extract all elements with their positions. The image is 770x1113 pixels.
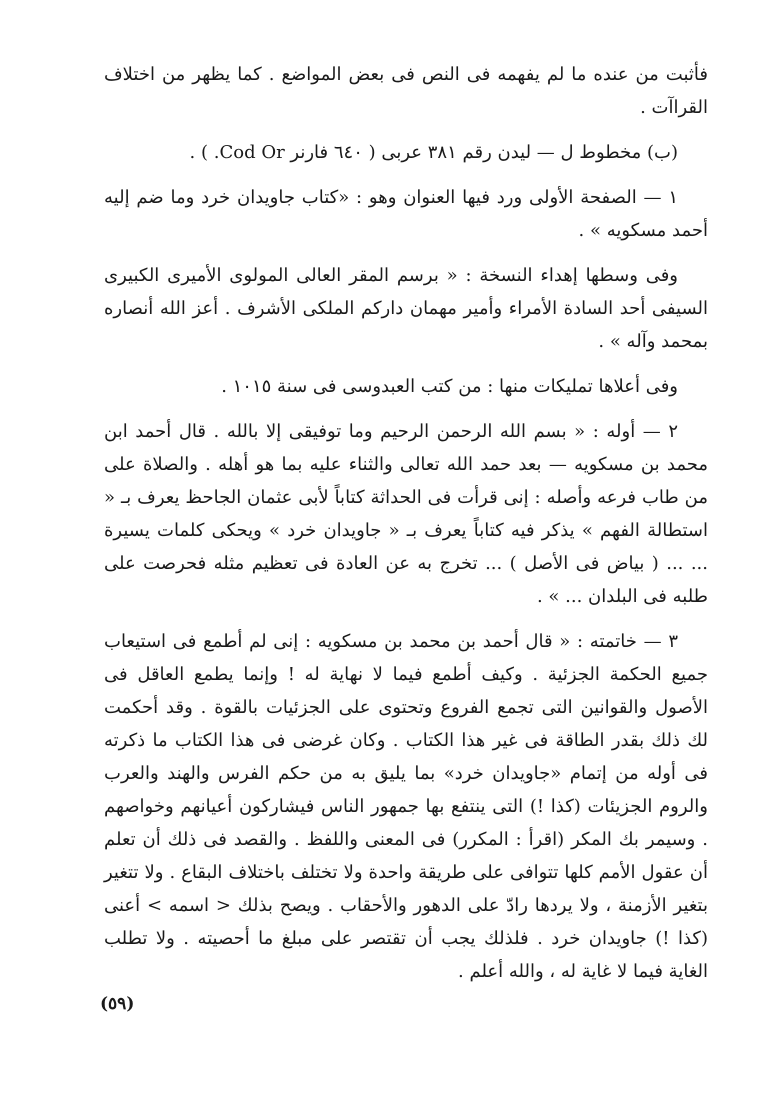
paragraph-dedication: وفى وسطها إهداء النسخة : « برسم المقر العالى المولوى الأميرى الكبيرى السيفى أحد السادة الأمراء وأمير مهمان داركم الملكى الأشرف . أعز الله أنصاره بمحمد وآله » . [104,265,708,352]
page-number: (٥٩) [100,994,135,1014]
paragraph-incipit: ٢ — أوله : « بسم الله الرحمن الرحيم وما توفيقى إلا بالله . قال أحمد ابن محمد بن مسكويه — بعد حمد الله تعالى والثناء عليه بما هو أهله . والصلاة على من طاب فرعه وأصله : إنى قرأت فى الحداثة كتاباً لأبى عثمان الجاحظ يعرف بـ « استطالة الفهم » يذكر فيه كتاباً يعرف بـ « جاويدان خرد » ويحكى كلمات يسيرة ... ... ( بياض فى الأصل ) ... تخرج به عن العادة فى تعظيم مثله فحرصت على طلبه فى البلدان ... » . [104,421,708,607]
paragraph-intro-continuation: فأثبت من عنده ما لم يفهمه فى النص فى بعض المواضع . كما يظهر من اختلاف القراآت . [104,64,708,118]
paragraph-ownership-notes: وفى أعلاها تمليكات منها : من كتب العبدوسى فى سنة ١٠١٥ . [221,376,678,397]
body-text [104,58,708,988]
paragraph-colophon: ٣ — خاتمته : « قال أحمد بن محمد بن مسكويه : إنى لم أطمع فى استيعاب جميع الحكمة الجزئية . وكيف أطمع فيما لا نهاية له ! وإنما يطمع العاقل فى الأصول والقوانين التى تجمع الفروع وتحتوى على الجزئيات بالقوة . وقد أحكمت لك ذلك بقدر الطاقة فى غير هذا الكتاب . وكان غرضى فى هذا الكتاب ما ذكرته فى أوله من إتمام «جاويدان خرد» بما يليق به من حكم الفرس والهند والعرب والروم الجزيئات (كذا !) التى ينتفع بها جمهور الناس فيشاركون أعيانهم وخواصهم . وسيمر بك المكر (اقرأ : المكرر) فى المعنى واللفظ . والقصد فى ذلك أن تعلم أن عقول الأمم كلها تتوافى على طريقة واحدة ولا تختلف باختلاف البقاع . ولا تتغير بتغير الأزمنة ، ولا يردها رادّ على الدهور والأحقاب . ويصح بذلك < اسمه > أعنى (كذا !) جاويدان خرد . فلذلك يجب أن تقتصر على مبلغ ما أحصيته . ولا تطلب الغاية فيما لا غاية له ، والله أعلم . [104,631,709,982]
paragraph-first-page-title: ١ — الصفحة الأولى ورد فيها العنوان وهو : «كتاب جاويدان خرد وما ضم إليه أحمد مسكويه » . [104,187,708,241]
paragraph-manuscript-leiden: (ب) مخطوط ل — ليدن رقم ٣٨١ عربى ( ٦٤٠ فارنر Cod Or. ) . [189,142,678,163]
